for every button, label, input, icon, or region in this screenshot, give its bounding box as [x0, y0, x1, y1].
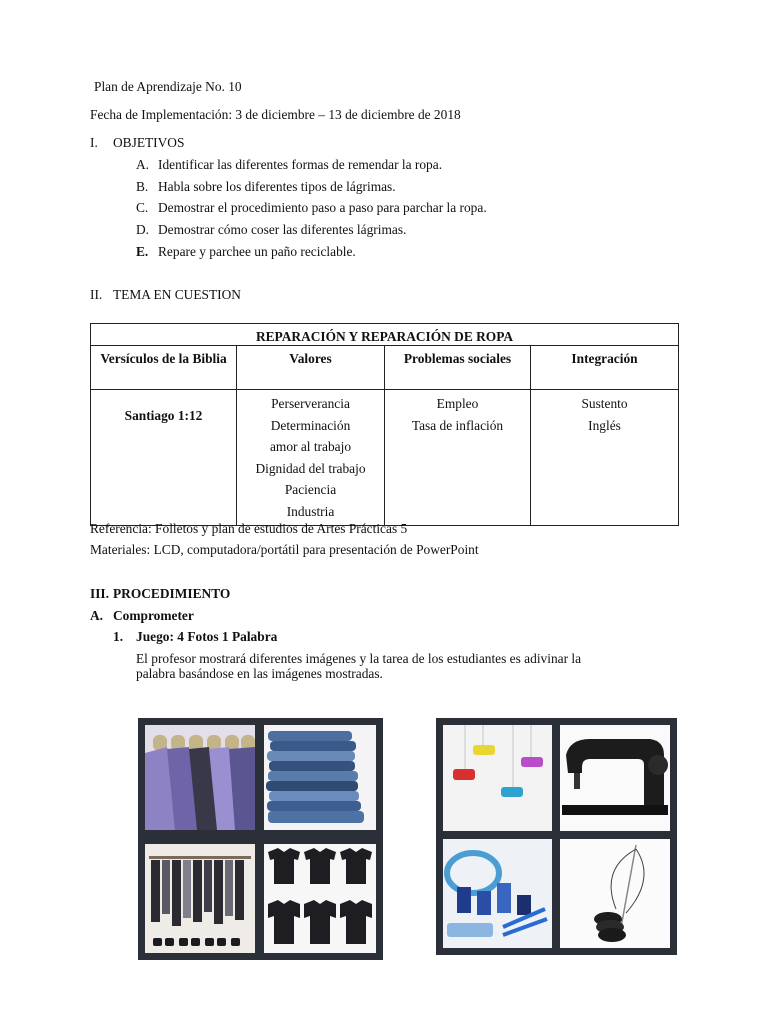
- jeans-stack-image: [264, 725, 376, 830]
- header-bible-verses: Versículos de la Biblia: [91, 346, 237, 390]
- section-3-title: PROCEDIMIENTO: [113, 586, 231, 601]
- sewing-photo-grid: [436, 718, 677, 955]
- value-item: Dignidad del trabajo: [255, 460, 366, 476]
- section-2-title: TEMA EN CUESTION: [113, 287, 241, 302]
- value-item: amor al trabajo: [269, 439, 352, 455]
- social-item: Tasa de inflación: [411, 417, 504, 433]
- subsection-title: Comprometer: [113, 608, 194, 623]
- clothing-photo-grid: [138, 718, 383, 960]
- sewing-machine-image: [560, 725, 670, 831]
- shirts-on-hangers-image: [145, 725, 255, 830]
- objective-letter: D.: [136, 222, 150, 237]
- item-number: 1.: [113, 629, 124, 644]
- objective-text: Demostrar cómo coser las diferentes lágrimas.: [158, 222, 407, 237]
- section-1-numeral: I.: [90, 135, 98, 150]
- table-title: REPARACIÓN Y REPARACIÓN DE ROPA: [91, 324, 679, 346]
- cell-social: [385, 390, 531, 526]
- integration-item: Sustento: [581, 396, 628, 411]
- black-tshirts-image: [264, 844, 376, 953]
- item-title: Juego: 4 Fotos 1 Palabra: [136, 629, 278, 644]
- reference-line: Referencia: Folletos y plan de estudios de Artes Prácticas 5: [90, 521, 408, 536]
- objective-letter: C.: [136, 200, 149, 215]
- objective-letter: A.: [136, 157, 150, 172]
- objective-text: Repare y parchee un paño reciclable.: [158, 244, 356, 259]
- integration-item: Inglés: [588, 417, 621, 433]
- objective-text: Demostrar el procedimiento paso a paso para parchar la ropa.: [158, 200, 487, 215]
- implementation-date: Fecha de Implementación: 3 de diciembre – 13 de diciembre de 2018: [90, 107, 461, 122]
- wardrobe-image: [145, 844, 255, 953]
- section-2-numeral: II.: [90, 287, 103, 302]
- header-social-problems: Problemas sociales: [385, 346, 531, 390]
- objective-letter: E.: [136, 244, 149, 259]
- value-item: Determinación: [270, 417, 351, 433]
- objective-letter: B.: [136, 179, 149, 194]
- section-1-title: OBJETIVOS: [113, 135, 185, 150]
- value-item: Industria: [286, 503, 335, 519]
- social-item: Empleo: [436, 396, 479, 411]
- section-3-numeral: III.: [90, 586, 109, 601]
- materials-line: Materiales: LCD, computadora/portátil para presentación de PowerPoint: [90, 542, 479, 557]
- value-item: Paciencia: [284, 482, 337, 498]
- objective-text: Habla sobre los diferentes tipos de lágrimas.: [158, 179, 396, 194]
- cell-values: [237, 390, 385, 526]
- cell-verse: [91, 390, 237, 526]
- verse-text: Santiago 1:12: [124, 408, 203, 423]
- thread-spools-image: [443, 725, 552, 831]
- value-item: Perserverancia: [271, 396, 350, 411]
- cell-integration: [531, 390, 679, 526]
- header-values: Valores: [237, 346, 385, 390]
- objective-text: Identificar las diferentes formas de remendar la ropa.: [158, 157, 443, 172]
- topic-table: [90, 323, 679, 526]
- needle-and-thread-image: [560, 839, 670, 948]
- subsection-letter: A.: [90, 608, 104, 623]
- item-description-line-1: El profesor mostrará diferentes imágenes y la tarea de los estudiantes es adivinar la: [136, 651, 582, 666]
- header-integration: Integración: [531, 346, 679, 390]
- item-description-line-2: palabra basándose en las imágenes mostradas.: [136, 666, 383, 681]
- sewing-kit-image: [443, 839, 552, 948]
- plan-title: Plan de Aprendizaje No. 10: [94, 79, 242, 94]
